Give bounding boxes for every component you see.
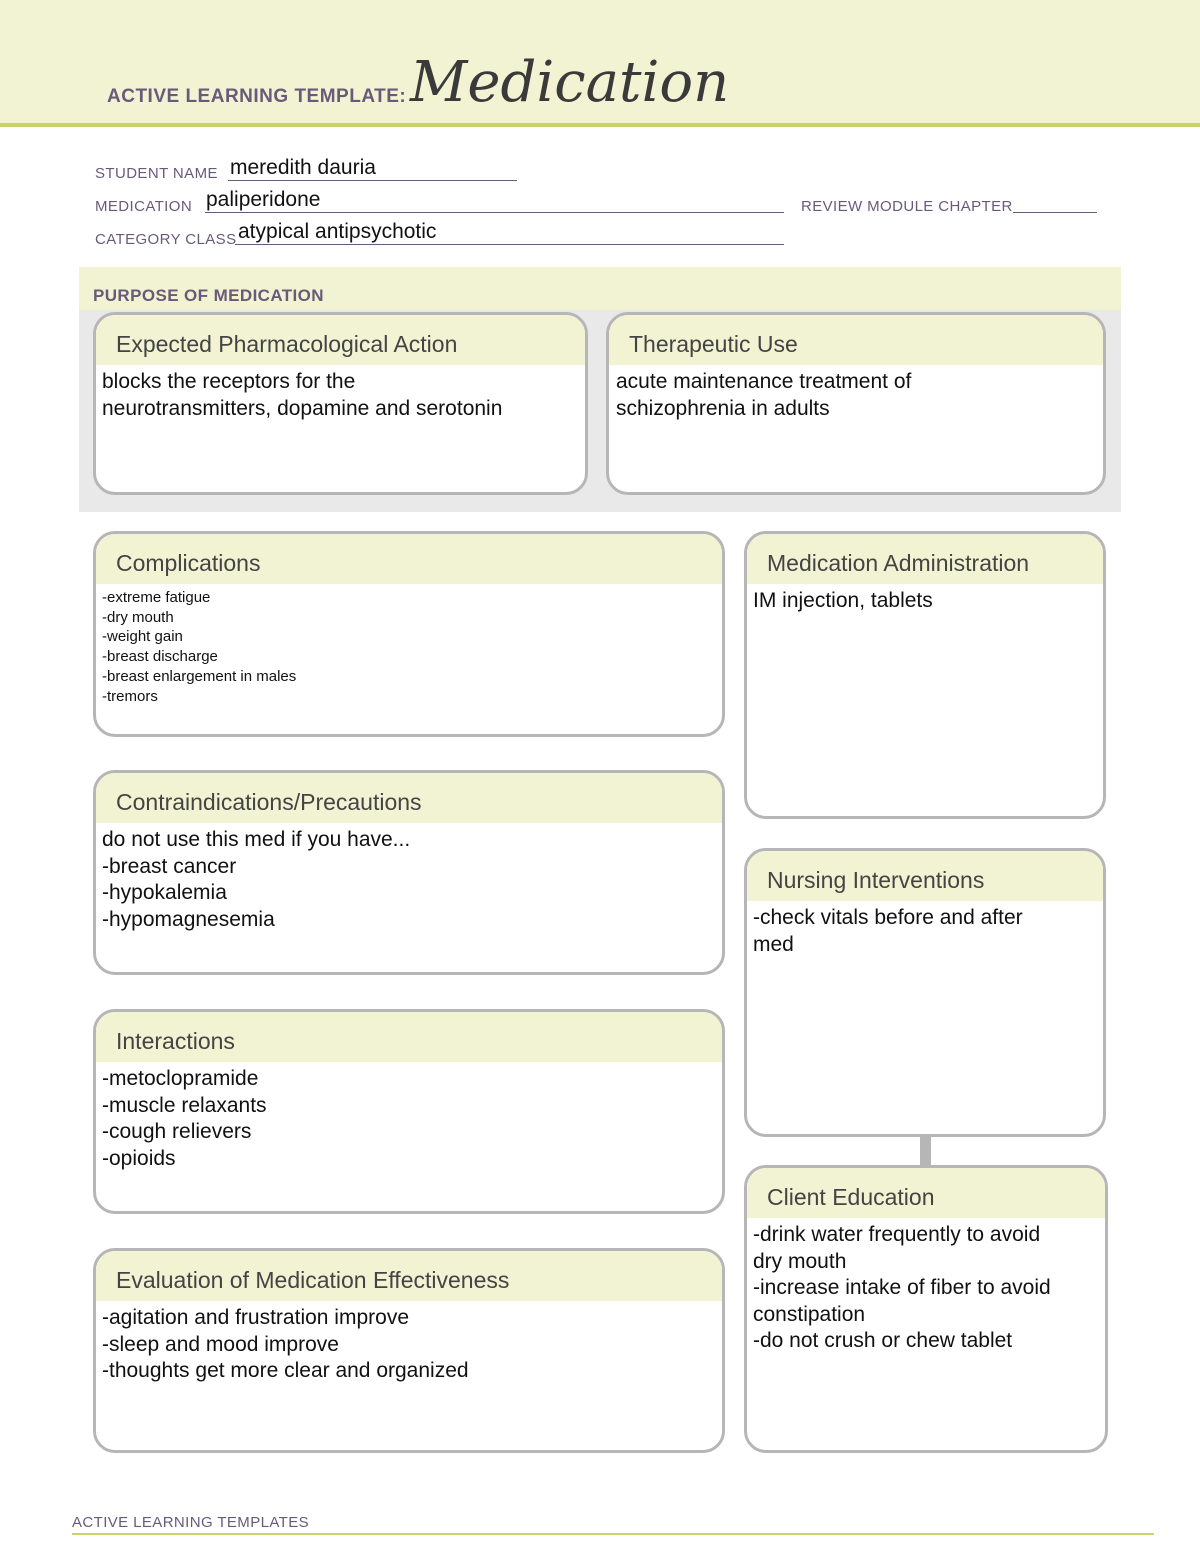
- student-name-line: [228, 180, 517, 181]
- therapeutic-use-text[interactable]: acute maintenance treatment of schizophrenia in adults: [616, 370, 912, 420]
- footer-label: ACTIVE LEARNING TEMPLATES: [72, 1514, 309, 1531]
- client-education-text[interactable]: -drink water frequently to avoid dry mouth -increase intake of fiber to avoid constipation -do not crush or chew tablet: [753, 1223, 1051, 1352]
- nursing-interventions-box: [744, 848, 1106, 1137]
- review-module-label: REVIEW MODULE CHAPTER: [801, 198, 1013, 215]
- expected-action-box: [93, 312, 588, 495]
- expected-action-text[interactable]: blocks the receptors for the neurotransmitters, dopamine and serotonin: [102, 370, 503, 420]
- client-education-title: Client Education: [747, 1168, 1105, 1218]
- evaluation-box: [93, 1248, 725, 1453]
- box-connector: [920, 1135, 931, 1167]
- template-label: ACTIVE LEARNING TEMPLATE:: [107, 86, 407, 107]
- therapeutic-use-title: Therapeutic Use: [609, 315, 1103, 365]
- footer-divider: [72, 1533, 1154, 1535]
- complications-text[interactable]: -extreme fatigue -dry mouth -weight gain -breast discharge -breast enlargement in males -tremors: [102, 589, 297, 705]
- category-class-label: CATEGORY CLASS: [95, 231, 237, 248]
- evaluation-text[interactable]: -agitation and frustration improve -sleep and mood improve -thoughts get more clear and organized: [102, 1306, 469, 1382]
- complications-box: [93, 531, 725, 737]
- administration-text[interactable]: IM injection, tablets: [753, 589, 933, 612]
- evaluation-title: Evaluation of Medication Effectiveness: [96, 1251, 722, 1301]
- student-name-field[interactable]: meredith dauria: [230, 156, 376, 179]
- student-name-label: STUDENT NAME: [95, 165, 218, 182]
- contraindications-box: [93, 770, 725, 975]
- client-education-box: [744, 1165, 1108, 1453]
- expected-action-title: Expected Pharmacological Action: [96, 315, 585, 365]
- header-divider: [0, 123, 1200, 127]
- purpose-label: PURPOSE OF MEDICATION: [93, 286, 324, 305]
- complications-title: Complications: [96, 534, 722, 584]
- medication-label: MEDICATION: [95, 198, 193, 215]
- administration-title: Medication Administration: [747, 534, 1103, 584]
- therapeutic-use-box: [606, 312, 1106, 495]
- interactions-text[interactable]: -metoclopramide -muscle relaxants -cough relievers -opioids: [102, 1067, 267, 1170]
- category-class-field[interactable]: atypical antipsychotic: [238, 220, 437, 243]
- interactions-box: [93, 1009, 725, 1214]
- nursing-interventions-title: Nursing Interventions: [747, 851, 1103, 901]
- contraindications-title: Contraindications/Precautions: [96, 773, 722, 823]
- medication-field[interactable]: paliperidone: [206, 188, 321, 211]
- administration-box: [744, 531, 1106, 819]
- interactions-title: Interactions: [96, 1012, 722, 1062]
- category-class-line: [235, 244, 784, 245]
- medication-line: [205, 212, 784, 213]
- contraindications-text[interactable]: do not use this med if you have... -breast cancer -hypokalemia -hypomagnesemia: [102, 828, 411, 931]
- nursing-interventions-text[interactable]: -check vitals before and after med: [753, 906, 1023, 956]
- review-module-field[interactable]: [1013, 212, 1097, 213]
- page-title: Medication: [410, 50, 730, 115]
